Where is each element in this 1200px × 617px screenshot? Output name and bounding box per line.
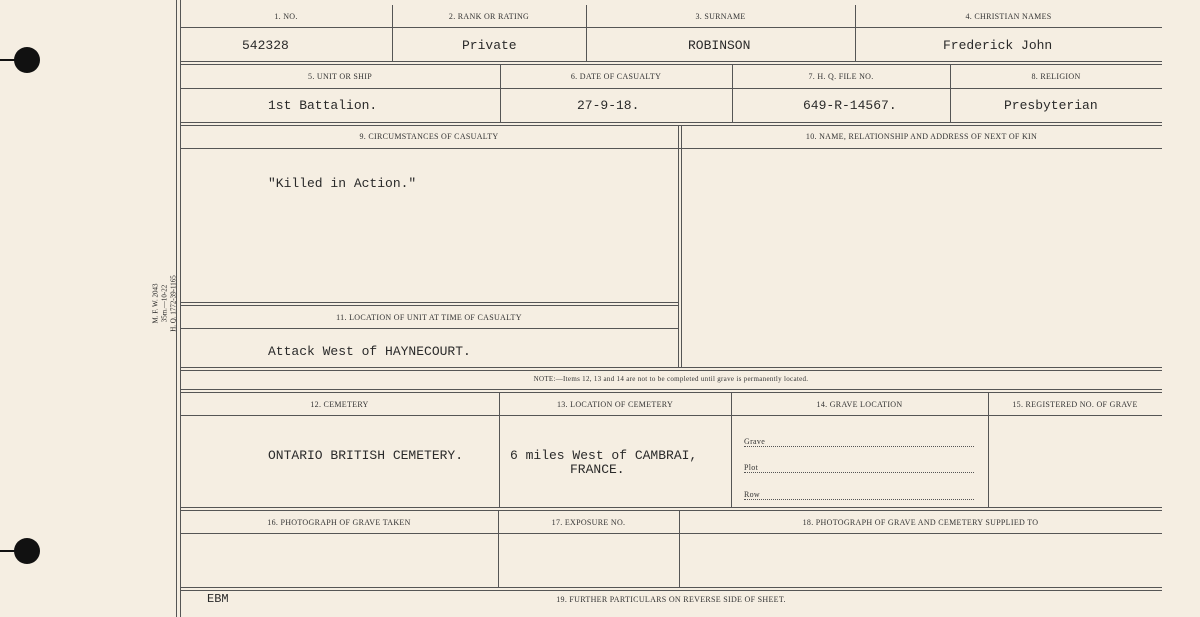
cemetery-location: 6 miles West of CAMBRAI, xyxy=(510,448,698,463)
label-file: 7. H. Q. FILE NO. xyxy=(808,72,874,81)
note: NOTE:—Items 12, 13 and 14 are not to be completed until grave is permanently located. xyxy=(533,375,809,383)
service-number: 542328 xyxy=(242,38,289,53)
cemetery: ONTARIO BRITISH CEMETERY. xyxy=(268,448,464,463)
divider xyxy=(180,507,1162,511)
label-photo-taken: 16. PHOTOGRAPH OF GRAVE TAKEN xyxy=(267,518,411,527)
unit-location: Attack West of HAYNECOURT. xyxy=(268,344,471,359)
form-code-line: 35m.—10-22 xyxy=(160,284,169,323)
date-of-casualty: 27-9-18. xyxy=(577,98,640,113)
divider xyxy=(180,88,1162,89)
divider xyxy=(180,533,1162,534)
file-number: 649-R-14567. xyxy=(803,98,897,113)
grave-label: Grave xyxy=(744,437,766,446)
punch-line xyxy=(0,550,20,552)
label-cemetery-location: 13. LOCATION OF CEMETERY xyxy=(556,400,674,409)
label-unit: 5. UNIT OR SHIP xyxy=(308,72,372,81)
divider xyxy=(180,122,1162,126)
cemetery-country: FRANCE. xyxy=(570,462,625,477)
label-next-of-kin: 10. NAME, RELATIONSHIP AND ADDRESS OF NEXT OF KIN xyxy=(805,132,1038,141)
label-photo-supplied: 18. PHOTOGRAPH OF GRAVE AND CEMETERY SUPPLIED TO xyxy=(802,518,1039,527)
divider xyxy=(180,61,1162,65)
form-code xyxy=(152,249,179,359)
label-cemetery: 12. CEMETERY xyxy=(310,400,369,409)
surname: ROBINSON xyxy=(688,38,751,53)
divider xyxy=(180,415,1162,416)
plot-field xyxy=(744,463,974,473)
form-code-line: H. Q. 1772-39-1165 xyxy=(169,275,178,332)
label-no: 1. NO. xyxy=(274,12,298,21)
divider xyxy=(681,125,682,367)
label-rank: 2. RANK OR RATING xyxy=(448,12,530,21)
row-field xyxy=(744,490,974,500)
divider xyxy=(180,302,678,306)
divider xyxy=(180,367,1162,371)
form-code-line: M. F. W. 2043 xyxy=(151,283,160,324)
divider xyxy=(678,125,679,367)
divider xyxy=(180,587,1162,591)
label-religion: 8. RELIGION xyxy=(1031,72,1081,81)
label-further: 19. FURTHER PARTICULARS ON REVERSE SIDE OF SHEET. xyxy=(556,595,786,604)
divider xyxy=(988,392,989,508)
unit: 1st Battalion. xyxy=(268,98,378,113)
punch-line xyxy=(0,59,20,61)
label-exposure: 17. EXPOSURE NO. xyxy=(551,518,626,527)
religion: Presbyterian xyxy=(1004,98,1098,113)
divider xyxy=(180,27,1162,28)
initials: EBM xyxy=(207,592,229,606)
left-border xyxy=(176,0,177,617)
divider xyxy=(180,389,1162,393)
label-registered: 15. REGISTERED NO. OF GRAVE xyxy=(1012,400,1138,409)
label-christian-names: 4. CHRISTIAN NAMES xyxy=(965,12,1052,21)
rank: Private xyxy=(462,38,517,53)
label-location: 11. LOCATION OF UNIT AT TIME OF CASUALTY xyxy=(336,313,522,322)
row-label: Row xyxy=(744,490,761,499)
label-date: 6. DATE OF CASUALTY xyxy=(570,72,662,81)
divider xyxy=(180,328,678,329)
divider xyxy=(180,148,1162,149)
grave-field xyxy=(744,437,974,447)
plot-label: Plot xyxy=(744,463,759,472)
christian-names: Frederick John xyxy=(943,38,1053,53)
circumstances: "Killed in Action." xyxy=(268,176,417,191)
label-surname: 3. SURNAME xyxy=(695,12,746,21)
divider xyxy=(731,392,732,508)
divider xyxy=(499,392,500,508)
label-grave-location: 14. GRAVE LOCATION xyxy=(816,400,903,409)
label-circumstances: 9. CIRCUMSTANCES OF CASUALTY xyxy=(359,132,499,141)
